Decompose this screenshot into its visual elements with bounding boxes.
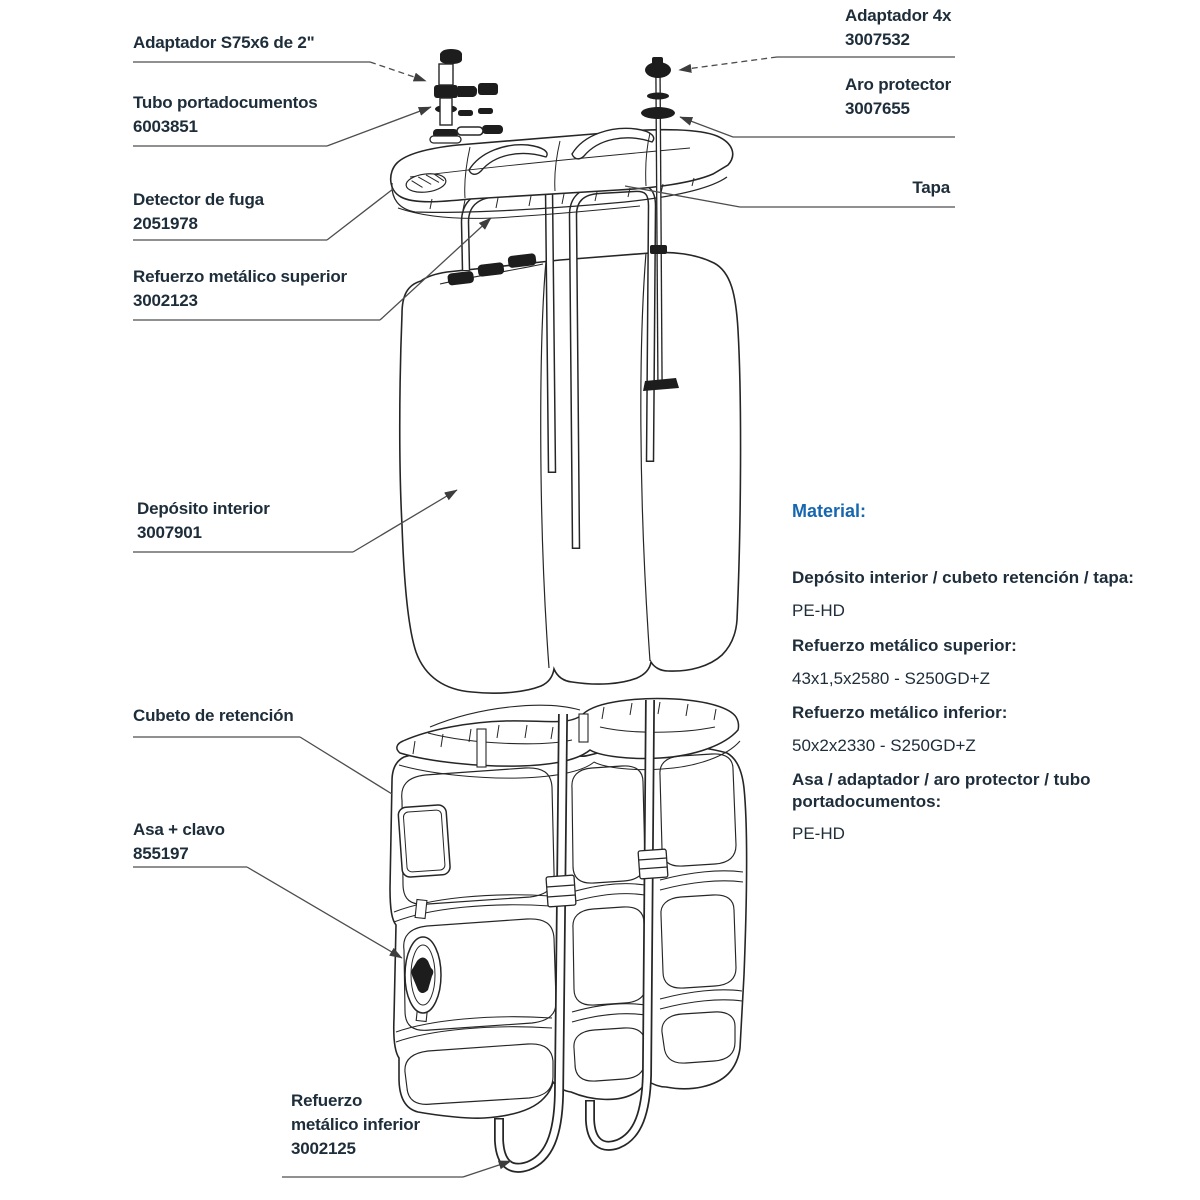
- material-term: Refuerzo metálico superior:: [792, 636, 1017, 655]
- callout-cubeto: [133, 704, 294, 728]
- callout-refuerzo-superior: [133, 265, 347, 313]
- callout-asa-clavo: [133, 818, 225, 866]
- inspection-window: [398, 804, 451, 877]
- callout-part-number: 855197: [133, 844, 189, 863]
- callout-text: Tubo portadocumentos: [133, 93, 318, 112]
- callout-text: Tapa: [912, 178, 950, 197]
- callout-text: Refuerzo: [291, 1091, 363, 1110]
- callout-detector-fuga: [133, 188, 264, 236]
- handle-asa: [405, 937, 441, 1013]
- callout-part-number: 6003851: [133, 117, 198, 136]
- callout-part-number: 3007901: [137, 523, 202, 542]
- callout-adaptador-4x: [845, 4, 951, 52]
- callout-text: Detector de fuga: [133, 190, 264, 209]
- callout-text: metálico inferior: [291, 1115, 420, 1134]
- callout-text: Adaptador 4x: [845, 6, 952, 25]
- material-term: portadocumentos:: [792, 792, 942, 811]
- callout-refuerzo-inferior: [291, 1089, 420, 1161]
- callout-part-number: 3007532: [845, 30, 910, 49]
- callout-tapa: [845, 176, 950, 200]
- callout-text: Cubeto de retención: [133, 706, 294, 725]
- callout-text: Adaptador S75x6 de 2": [133, 33, 315, 52]
- material-term: Depósito interior / cubeto retención / tapa:: [792, 568, 1134, 587]
- material-value: PE-HD: [792, 824, 845, 843]
- callout-part-number: 3007655: [845, 99, 910, 118]
- callout-part-number: 3002123: [133, 291, 198, 310]
- material-heading: Material:: [792, 501, 867, 521]
- callout-deposito-interior: [137, 497, 270, 545]
- adapter-parts: [430, 49, 503, 143]
- material-value: 50x2x2330 - S250GD+Z: [792, 736, 976, 755]
- callout-aro-protector: [845, 73, 951, 121]
- callout-part-number: 2051978: [133, 214, 198, 233]
- retention-tub: [390, 699, 747, 1119]
- material-value: 43x1,5x2580 - S250GD+Z: [792, 669, 990, 688]
- callout-part-number: 3002125: [291, 1139, 356, 1158]
- callout-tubo-portadocumentos: [133, 91, 318, 139]
- callout-text: Refuerzo metálico superior: [133, 267, 347, 286]
- callout-adaptador-s75: [133, 31, 314, 55]
- material-term: Refuerzo metálico inferior:: [792, 703, 1008, 722]
- material-term: Asa / adaptador / aro protector / tubo: [792, 770, 1091, 789]
- callout-text: Asa + clavo: [133, 820, 225, 839]
- material-value: PE-HD: [792, 601, 845, 620]
- callout-text: Aro protector: [845, 75, 952, 94]
- callout-text: Depósito interior: [137, 499, 270, 518]
